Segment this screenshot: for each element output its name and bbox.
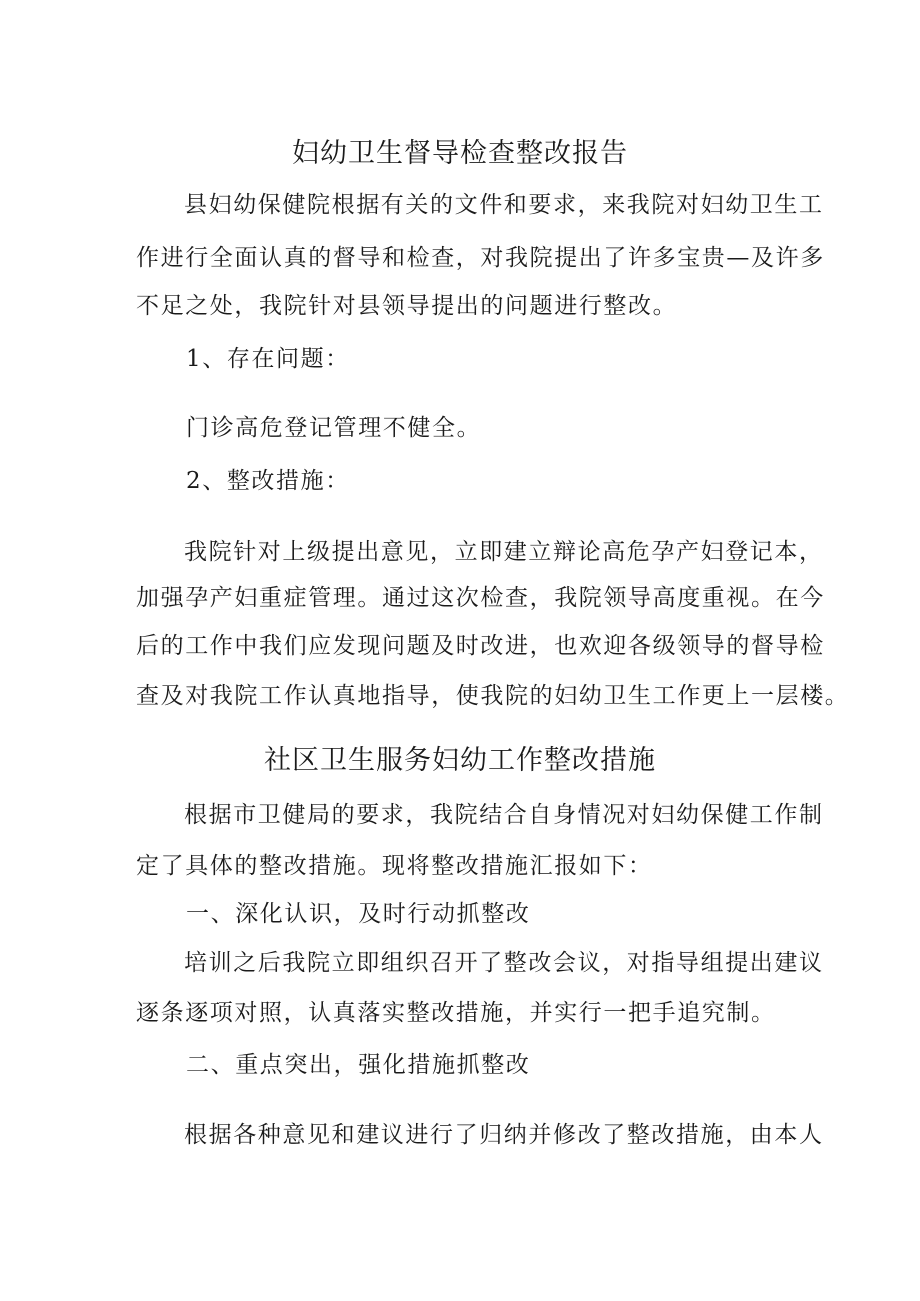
point-heading-1: 一、深化认识，及时行动抓整改: [186, 901, 531, 927]
section-heading-problems: 1、存在问题：: [186, 346, 350, 372]
document-title: 妇幼卫生督导检查整改报告: [292, 138, 628, 169]
part2-intro-line-1: 根据市卫健局的要求，我院结合自身情况对妇幼保健工作制: [184, 802, 824, 828]
point-heading-2: 二、重点突出，强化措施抓整改: [186, 1052, 531, 1078]
intro-line-2: 作进行全面认真的督导和检查，对我院提出了许多宝贵—及许多: [136, 245, 825, 271]
measures-line-2: 加强孕产妇重症管理。通过这次检查，我院领导高度重视。在今: [136, 585, 825, 611]
measures-line-3: 后的工作中我们应发现问题及时改进，也欢迎各级领导的督导检: [136, 633, 825, 659]
intro-line-1: 县妇幼保健院根据有关的文件和要求，来我院对妇幼卫生工: [184, 192, 824, 218]
measures-line-1: 我院针对上级提出意见，立即建立辩论高危孕产妇登记本，: [184, 539, 824, 565]
part2-intro-line-2: 定了具体的整改措施。现将整改措施汇报如下：: [136, 853, 653, 879]
point1-line-2: 逐条逐项对照，认真落实整改措施，并实行一把手追究制。: [136, 1000, 776, 1026]
section-heading-measures: 2、整改措施：: [186, 468, 350, 494]
intro-line-3: 不足之处，我院针对县领导提出的问题进行整改。: [136, 293, 678, 319]
point1-line-1: 培训之后我院立即组织召开了整改会议，对指导组提出建议: [184, 950, 824, 976]
measures-line-4: 查及对我院工作认真地指导，使我院的妇幼卫生工作更上一层楼。: [136, 683, 850, 709]
problems-text: 门诊高危登记管理不健全。: [186, 415, 482, 441]
point2-line-1: 根据各种意见和建议进行了归纳并修改了整改措施，由本人: [184, 1122, 824, 1148]
document-title-2: 社区卫生服务妇幼工作整改措施: [264, 745, 656, 776]
